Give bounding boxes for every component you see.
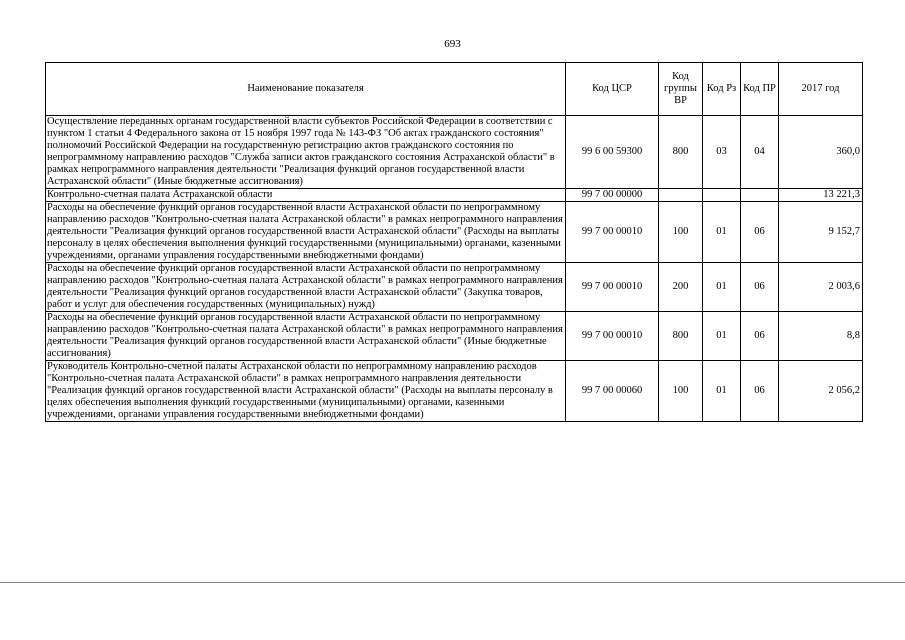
row-rz: 01 [703,202,741,263]
row-vr [659,189,703,202]
table-row [46,361,863,422]
header-name: Наименование показателя [46,63,566,116]
header-csr: Код ЦСР [566,63,659,116]
header-year: 2017 год [779,63,863,116]
row-pr: 06 [741,202,779,263]
row-vr: 100 [659,202,703,263]
row-name: Осуществление переданных органам государственной власти субъектов Российской Федерации в соответствии с пунктом 1 статьи 4 Федерального закона от 15 ноября 1997 года № 143-ФЗ "Об актах гражданского состояния" полномочий Российской Федерации на государственную регистрацию актов гражданского состояния по непрограммному направлению расходов "Служба записи актов гражданского состояния Астраханской области" в рамках непрограммного направления деятельности "Реализация функций органов государственной власти Астраханской области" (Иные бюджетные ассигнования) [46,116,566,189]
row-vr: 800 [659,312,703,361]
row-name: Контрольно-счетная палата Астраханской области [46,189,566,202]
table-row [46,202,863,263]
row-rz: 01 [703,361,741,422]
row-vr: 100 [659,361,703,422]
row-amount: 13 221,3 [779,189,863,202]
row-amount: 8,8 [779,312,863,361]
row-csr: 99 6 00 59300 [566,116,659,189]
row-name: Расходы на обеспечение функций органов государственной власти Астраханской области по непрограммному направлению расходов "Контрольно-счетная палата Астраханской области" в рамках непрограммного направления деятельности "Реализация функций органов государственной власти Астраханской области" (Расходы на выплаты персоналу в целях обеспечения выполнения функций государственными (муниципальными) органами, казенными учреждениями, органами управления государственными внебюджетными фондами) [46,202,566,263]
row-amount: 2 003,6 [779,263,863,312]
table-header-row [46,63,863,116]
row-rz: 03 [703,116,741,189]
table-row [46,312,863,361]
row-vr: 800 [659,116,703,189]
row-csr: 99 7 00 00060 [566,361,659,422]
row-pr: 04 [741,116,779,189]
row-pr [741,189,779,202]
row-csr: 99 7 00 00010 [566,263,659,312]
row-amount: 360,0 [779,116,863,189]
row-rz [703,189,741,202]
page-number: 693 [444,38,461,50]
header-rz: Код Рз [703,63,741,116]
table-row [46,263,863,312]
row-pr: 06 [741,361,779,422]
table-row [46,116,863,189]
row-pr: 06 [741,312,779,361]
header-pr: Код ПР [741,63,779,116]
table-row [46,189,863,202]
budget-table [45,62,863,422]
row-csr: 99 7 00 00000 [566,189,659,202]
row-name: Расходы на обеспечение функций органов государственной власти Астраханской области по непрограммному направлению расходов "Контрольно-счетная палата Астраханской области" в рамках непрограммного направления деятельности "Реализация функций органов государственной власти Астраханской области" (Закупка товаров, работ и услуг для обеспечения государственных (муниципальных) нужд) [46,263,566,312]
row-rz: 01 [703,312,741,361]
bottom-rule [0,582,905,583]
row-name: Расходы на обеспечение функций органов государственной власти Астраханской области по непрограммному направлению расходов "Контрольно-счетная палата Астраханской области" в рамках непрограммного направления деятельности "Реализация функций органов государственной власти Астраханской области" (Иные бюджетные ассигнования) [46,312,566,361]
header-vr: Код группы ВР [659,63,703,116]
row-csr: 99 7 00 00010 [566,312,659,361]
row-amount: 9 152,7 [779,202,863,263]
row-name: Руководитель Контрольно-счетной палаты Астраханской области по непрограммному направлению расходов "Контрольно-счетная палата Астраханской области" в рамках непрограммного направления деятельности "Реализация функций органов государственной власти Астраханской области" (Расходы на выплаты персоналу в целях обеспечения выполнения функций государственными (муниципальными) органами, казенными учреждениями, органами управления государственными внебюджетными фондами) [46,361,566,422]
row-pr: 06 [741,263,779,312]
row-vr: 200 [659,263,703,312]
row-rz: 01 [703,263,741,312]
row-csr: 99 7 00 00010 [566,202,659,263]
row-amount: 2 056,2 [779,361,863,422]
